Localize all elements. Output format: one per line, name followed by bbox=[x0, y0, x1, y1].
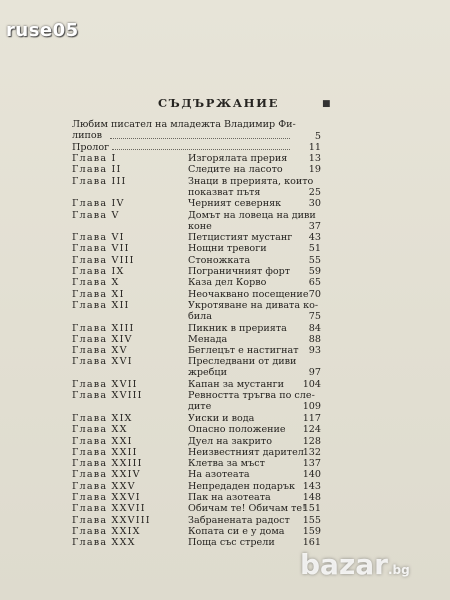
chapter-label: Глава VIII bbox=[72, 254, 135, 266]
chapter-page-number: 143 bbox=[302, 480, 321, 492]
chapter-title: Капан за мустанги bbox=[188, 379, 285, 390]
chapter-page-number: 159 bbox=[302, 525, 321, 537]
prologue-page: 11 bbox=[308, 142, 321, 153]
chapter-title: била bbox=[188, 310, 212, 322]
chapter-label: Глава XXVII bbox=[72, 503, 146, 515]
chapter-page-number: 55 bbox=[308, 254, 321, 266]
chapter-label: Глава XII bbox=[72, 299, 130, 311]
toc-row bbox=[0, 277, 450, 288]
chapter-page-number: 97 bbox=[308, 367, 321, 379]
chapter-page-number: 70 bbox=[308, 288, 321, 300]
chapter-page-number: 155 bbox=[302, 514, 321, 526]
chapter-label: Глава II bbox=[72, 164, 122, 176]
chapter-page-number: 25 bbox=[308, 186, 321, 198]
toc-row bbox=[0, 345, 450, 356]
foreword-page: 5 bbox=[314, 131, 321, 142]
chapter-title: Обичам те! Обичам те! bbox=[188, 503, 306, 515]
chapter-label: Глава XV bbox=[72, 345, 128, 357]
chapter-title: Пак на азотеата bbox=[188, 492, 271, 503]
chapter-page-number: 109 bbox=[302, 401, 321, 413]
toc-row bbox=[0, 323, 450, 334]
chapter-page-number: 30 bbox=[308, 198, 321, 210]
chapter-page-number: 140 bbox=[302, 469, 321, 481]
chapter-title: Копата си е у дома bbox=[188, 525, 285, 537]
chapter-title: Менада bbox=[188, 333, 228, 345]
toc-row bbox=[0, 175, 450, 198]
chapter-page-number: 132 bbox=[302, 446, 321, 458]
chapter-page-number: 151 bbox=[302, 503, 321, 515]
chapter-title: показват пътя bbox=[188, 186, 261, 198]
seller-watermark: ruse05 bbox=[6, 20, 79, 41]
foreword-title-line1: Любим писател на младежта Владимир Фи- bbox=[72, 119, 296, 130]
chapter-title: Забранената радост bbox=[188, 514, 290, 526]
toc-row bbox=[0, 232, 450, 243]
toc-row bbox=[0, 458, 450, 469]
chapter-label: Глава XXIX bbox=[72, 525, 141, 537]
chapter-title: Домът на ловеца на диви bbox=[188, 209, 316, 221]
chapter-title: Неочаквано посещение bbox=[188, 288, 309, 300]
chapter-title: На азотеата bbox=[188, 469, 250, 481]
toc-heading: СЪДЪРЖАНИЕ bbox=[158, 96, 279, 110]
chapter-title: Опасно положение bbox=[188, 424, 286, 436]
chapter-title: коне bbox=[188, 220, 212, 232]
chapter-page-number: 75 bbox=[308, 310, 321, 322]
toc-row bbox=[0, 503, 450, 514]
chapter-page-number: 88 bbox=[308, 333, 321, 345]
toc-row bbox=[0, 164, 450, 175]
chapter-label: Глава XXIII bbox=[72, 458, 143, 470]
chapter-title: дите bbox=[188, 401, 212, 413]
toc-row bbox=[0, 390, 450, 413]
chapter-title: Изгорялата прерия bbox=[188, 153, 288, 164]
chapter-title: жребци bbox=[188, 367, 227, 379]
chapter-label: Глава III bbox=[72, 175, 127, 187]
bazar-brand: bazar bbox=[300, 548, 388, 581]
chapter-page-number: 124 bbox=[302, 424, 321, 436]
chapter-page-number: 13 bbox=[308, 153, 321, 164]
chapter-label: Глава XI bbox=[72, 288, 125, 300]
toc-row bbox=[0, 492, 450, 503]
chapter-title: Клетва за мъст bbox=[188, 458, 265, 470]
chapter-title: Следите на ласото bbox=[188, 164, 283, 176]
chapter-label: Глава IX bbox=[72, 266, 125, 277]
chapter-label: Глава XVIII bbox=[72, 390, 143, 402]
chapter-label: Глава XIV bbox=[72, 333, 133, 345]
toc-row bbox=[0, 198, 450, 209]
chapter-label: Глава XXX bbox=[72, 537, 136, 549]
toc-row bbox=[0, 526, 450, 537]
toc-row bbox=[0, 379, 450, 390]
toc-row bbox=[0, 447, 450, 458]
chapter-label: Глава VI bbox=[72, 232, 125, 244]
chapter-page-number: 65 bbox=[308, 277, 321, 289]
toc-row bbox=[0, 255, 450, 266]
toc-row bbox=[0, 436, 450, 447]
bazar-watermark-logo bbox=[300, 548, 410, 581]
chapter-title: Черният северняк bbox=[188, 198, 282, 210]
chapter-title: Уиски и вода bbox=[188, 412, 255, 424]
chapter-title: Укротяване на дивата ко- bbox=[188, 299, 319, 311]
toc-row bbox=[0, 469, 450, 480]
chapter-title: Беглецът е настигнат bbox=[188, 345, 299, 357]
toc-row bbox=[0, 153, 450, 164]
chapter-title: Ревността тръгва по сле- bbox=[188, 390, 315, 402]
prologue-leader bbox=[112, 149, 290, 151]
toc-row bbox=[0, 424, 450, 435]
chapter-page-number: 93 bbox=[308, 345, 321, 357]
chapter-label: Глава XIX bbox=[72, 412, 133, 424]
toc-row bbox=[0, 289, 450, 300]
chapter-page-number: 51 bbox=[308, 243, 321, 255]
bazar-suffix: .bg bbox=[387, 563, 410, 577]
chapter-page-number: 19 bbox=[308, 164, 321, 176]
chapter-label: Глава IV bbox=[72, 198, 125, 210]
chapter-title: Пикник в прерията bbox=[188, 322, 287, 334]
toc-row bbox=[0, 243, 450, 254]
chapter-title: Непредаден подарък bbox=[188, 480, 295, 492]
chapter-page-number: 84 bbox=[308, 322, 321, 334]
chapter-title: Неизвестният дарител bbox=[188, 446, 304, 458]
chapter-page-number: 148 bbox=[302, 492, 321, 503]
foreword-title-line2: липов bbox=[72, 130, 103, 141]
toc-row bbox=[0, 413, 450, 424]
foreword-leader bbox=[110, 138, 290, 140]
chapter-title: Поща със стрели bbox=[188, 537, 275, 549]
chapter-title: Преследвани от диви bbox=[188, 356, 297, 368]
toc-row bbox=[0, 209, 450, 232]
chapter-page-number: 43 bbox=[308, 232, 321, 244]
chapter-label: Глава XXIV bbox=[72, 469, 141, 481]
chapter-title: Знаци в прерията, които bbox=[188, 175, 314, 187]
chapter-label: Глава XXV bbox=[72, 480, 136, 492]
chapter-label: Глава I bbox=[72, 153, 117, 164]
chapter-page-number: 37 bbox=[308, 220, 321, 232]
toc-row bbox=[0, 299, 450, 322]
chapter-page-number: 161 bbox=[302, 537, 321, 549]
chapter-title: Петцистият мустанг bbox=[188, 232, 293, 244]
chapter-label: Глава XIII bbox=[72, 322, 135, 334]
ink-mark: ■ bbox=[322, 99, 331, 109]
chapter-label: Глава XX bbox=[72, 424, 128, 436]
chapter-label: Глава X bbox=[72, 277, 120, 289]
chapter-label: Глава XXVI bbox=[72, 492, 141, 503]
chapter-label: Глава VII bbox=[72, 243, 130, 255]
chapter-title: Пограничният форт bbox=[188, 266, 291, 277]
chapter-page-number: 137 bbox=[302, 458, 321, 470]
toc-row bbox=[0, 515, 450, 526]
chapter-label: Глава XVII bbox=[72, 379, 138, 390]
chapter-label: Глава XXVIII bbox=[72, 514, 151, 526]
toc-row bbox=[0, 334, 450, 345]
prologue-label: Пролог bbox=[72, 142, 110, 153]
chapter-label: Глава XVI bbox=[72, 356, 133, 368]
toc-row bbox=[0, 266, 450, 277]
chapter-page-number: 128 bbox=[302, 435, 321, 447]
chapter-page-number: 117 bbox=[302, 412, 321, 424]
chapter-label: Глава XXII bbox=[72, 446, 138, 458]
chapter-title: Дуел на закрито bbox=[188, 435, 272, 447]
toc-row bbox=[0, 537, 450, 548]
chapter-label: Глава V bbox=[72, 209, 120, 221]
toc-row bbox=[0, 481, 450, 492]
chapter-page-number: 59 bbox=[308, 266, 321, 277]
toc-row bbox=[0, 356, 450, 379]
chapter-label: Глава XXI bbox=[72, 435, 133, 447]
chapter-title: Стоножката bbox=[188, 254, 251, 266]
chapter-title: Нощни тревоги bbox=[188, 243, 267, 255]
chapter-title: Каза дел Корво bbox=[188, 277, 267, 289]
chapter-page-number: 104 bbox=[302, 379, 321, 390]
